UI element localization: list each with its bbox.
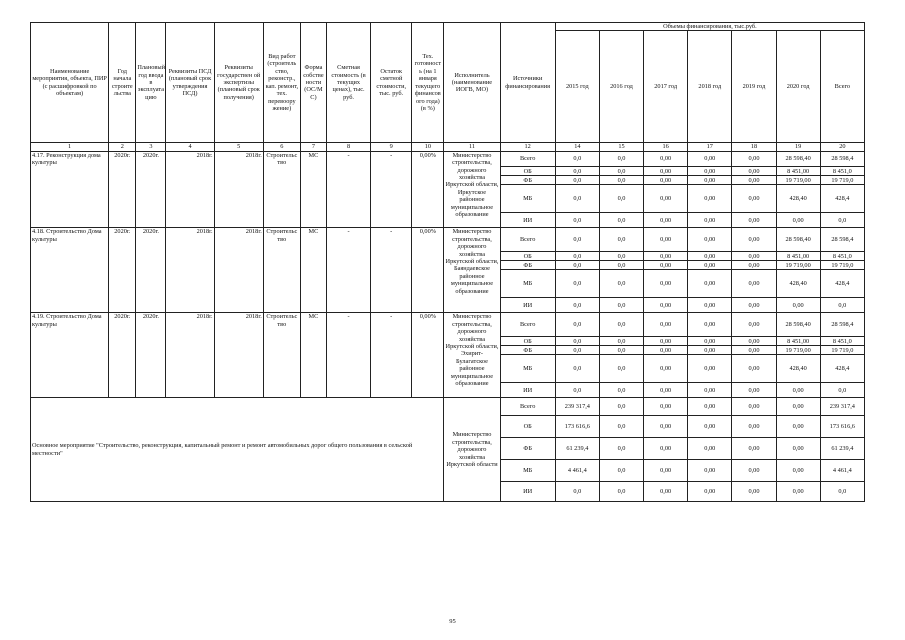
object-readiness: 0,00% — [412, 313, 444, 398]
header-year-2020: 2020 год — [776, 31, 820, 143]
object-name: 4.19. Строительство Дома культуры — [31, 313, 109, 398]
value-cell: 0,00 — [688, 252, 732, 261]
header-work-type: Вид работ (строитель ство, реконстр., кап. ремонт, тех. перевоору жение) — [263, 23, 300, 143]
value-cell: 0,00 — [688, 383, 732, 398]
value-cell: 61 239,4 — [820, 438, 864, 460]
value-cell: 0,00 — [732, 383, 776, 398]
col-num: 11 — [444, 143, 500, 151]
value-cell: 8 451,0 — [820, 337, 864, 346]
value-cell: 0,0 — [820, 482, 864, 502]
col-num: 8 — [326, 143, 370, 151]
value-cell: 0,0 — [599, 228, 643, 252]
col-num: 6 — [263, 143, 300, 151]
value-cell: 0,0 — [599, 261, 643, 270]
source-label: ОБ — [500, 337, 555, 346]
value-cell: 61 239,4 — [555, 438, 599, 460]
value-cell: 0,0 — [555, 383, 599, 398]
col-num: 12 — [500, 143, 555, 151]
value-cell: 0,0 — [820, 213, 864, 228]
summary-name: Основное мероприятие "Строительство, реконструкция, капитальный ремонт и ремонт автомобильных дорог общего пользования в сельской местности" — [31, 398, 444, 502]
object-expertise: 2018г. — [214, 151, 263, 228]
object-block-4-19 — [31, 313, 865, 398]
value-cell: 0,0 — [555, 252, 599, 261]
value-cell: 0,00 — [732, 346, 776, 355]
header-source: Источники финансирования — [500, 23, 555, 143]
value-cell: 0,00 — [688, 337, 732, 346]
object-expertise: 2018г. — [214, 228, 263, 313]
header-year-2016: 2016 год — [599, 31, 643, 143]
object-psd: 2018г. — [166, 313, 214, 398]
value-cell: 0,00 — [732, 313, 776, 337]
object-executor: Министерство строительства, дорожного хозяйства Иркутской области, Эхирит-Булагатское районное муниципальное образование — [444, 313, 500, 398]
object-ownership: МС — [300, 313, 326, 398]
value-cell: 0,0 — [555, 482, 599, 502]
value-cell: 0,00 — [644, 416, 688, 438]
value-cell: 0,00 — [688, 228, 732, 252]
value-cell: 28 598,40 — [776, 228, 820, 252]
header-psd: Реквизиты ПСД (плановый срок утверждения ПСД) — [166, 23, 214, 143]
value-cell: 0,00 — [688, 167, 732, 176]
value-cell: 0,00 — [644, 261, 688, 270]
col-num: 16 — [644, 143, 688, 151]
object-start-year: 2020г. — [109, 228, 136, 313]
value-cell: 28 598,4 — [820, 228, 864, 252]
value-cell: 239 317,4 — [820, 398, 864, 416]
value-cell: 0,00 — [688, 261, 732, 270]
col-num: 17 — [688, 143, 732, 151]
value-cell: 0,00 — [688, 151, 732, 167]
funding-table — [30, 22, 865, 502]
header-ownership: Форма собстве ности (ОС/М С) — [300, 23, 326, 143]
source-label: Всего — [500, 398, 555, 416]
value-cell: 0,00 — [688, 482, 732, 502]
value-cell: 239 317,4 — [555, 398, 599, 416]
value-cell: 0,00 — [688, 398, 732, 416]
source-label: Всего — [500, 313, 555, 337]
value-cell: 0,00 — [732, 176, 776, 185]
object-executor: Министерство строительства, дорожного хозяйства Иркутской области, Баяндаевское районное муниципальное образование — [444, 228, 500, 313]
value-cell: 0,00 — [688, 416, 732, 438]
value-cell: 0,0 — [555, 176, 599, 185]
value-cell: 19 719,00 — [776, 176, 820, 185]
value-cell: 28 598,4 — [820, 313, 864, 337]
source-label: ИИ — [500, 213, 555, 228]
value-cell: 0,00 — [732, 438, 776, 460]
header-funding-group: Объемы финансирования, тыс.руб. — [555, 23, 864, 31]
value-cell: 173 616,6 — [820, 416, 864, 438]
value-cell: 0,00 — [644, 213, 688, 228]
value-cell: 0,00 — [644, 270, 688, 298]
value-cell: 0,00 — [644, 355, 688, 383]
value-cell: 4 461,4 — [555, 460, 599, 482]
value-cell: 0,0 — [820, 298, 864, 313]
col-num: 2 — [109, 143, 136, 151]
value-cell: 0,0 — [599, 460, 643, 482]
source-label: ОБ — [500, 167, 555, 176]
value-cell: 28 598,40 — [776, 313, 820, 337]
object-expertise: 2018г. — [214, 313, 263, 398]
value-cell: 0,00 — [776, 438, 820, 460]
source-label: МБ — [500, 460, 555, 482]
header-estimated-cost: Сметная стоимость (в текущих ценах), тыс. руб. — [326, 23, 370, 143]
header-name: Наименование мероприятия, объекта, ПИР (с расшифровкой по объектам) — [31, 23, 109, 143]
table-row — [31, 228, 865, 252]
source-label: ФБ — [500, 176, 555, 185]
value-cell: 0,00 — [644, 346, 688, 355]
value-cell: 0,00 — [732, 355, 776, 383]
col-num: 7 — [300, 143, 326, 151]
object-block-4-18 — [31, 228, 865, 313]
value-cell: 0,00 — [688, 270, 732, 298]
object-executor: Министерство строительства, дорожного хозяйства Иркутской области, Иркутское районное муниципальное образование — [444, 151, 500, 228]
object-remaining: - — [371, 228, 412, 313]
value-cell: 0,00 — [776, 398, 820, 416]
value-cell: 0,00 — [644, 252, 688, 261]
value-cell: 428,40 — [776, 270, 820, 298]
value-cell: 8 451,0 — [820, 167, 864, 176]
object-ownership: МС — [300, 151, 326, 228]
object-start-year: 2020г. — [109, 313, 136, 398]
summary-block — [31, 398, 865, 502]
value-cell: 0,00 — [644, 167, 688, 176]
value-cell: 0,00 — [688, 176, 732, 185]
value-cell: 8 451,0 — [820, 252, 864, 261]
value-cell: 0,0 — [555, 337, 599, 346]
value-cell: 428,4 — [820, 355, 864, 383]
object-name: 4.17. Реконструкция дома культуры — [31, 151, 109, 228]
value-cell: 0,0 — [599, 482, 643, 502]
object-psd: 2018г. — [166, 151, 214, 228]
col-num: 4 — [166, 143, 214, 151]
value-cell: 428,40 — [776, 185, 820, 213]
value-cell: 0,00 — [688, 313, 732, 337]
value-cell: 0,00 — [732, 185, 776, 213]
col-num: 15 — [599, 143, 643, 151]
value-cell: 0,00 — [732, 167, 776, 176]
value-cell: 0,0 — [599, 346, 643, 355]
object-commission-year: 2020г. — [136, 228, 166, 313]
value-cell: 0,0 — [555, 355, 599, 383]
value-cell: 4 461,4 — [820, 460, 864, 482]
object-remaining: - — [371, 151, 412, 228]
column-number-row — [31, 143, 865, 151]
value-cell: 0,0 — [555, 346, 599, 355]
value-cell: 0,0 — [599, 337, 643, 346]
value-cell: 19 719,00 — [776, 261, 820, 270]
value-cell: 428,40 — [776, 355, 820, 383]
source-label: МБ — [500, 185, 555, 213]
value-cell: 0,00 — [732, 298, 776, 313]
value-cell: 0,0 — [555, 298, 599, 313]
col-num: 5 — [214, 143, 263, 151]
value-cell: 0,0 — [555, 270, 599, 298]
value-cell: 0,00 — [644, 460, 688, 482]
object-ownership: МС — [300, 228, 326, 313]
value-cell: 0,00 — [776, 460, 820, 482]
value-cell: 0,00 — [644, 176, 688, 185]
value-cell: 19 719,0 — [820, 261, 864, 270]
value-cell: 428,4 — [820, 270, 864, 298]
value-cell: 0,00 — [688, 460, 732, 482]
source-label: ИИ — [500, 383, 555, 398]
value-cell: 0,0 — [599, 298, 643, 313]
value-cell: 0,00 — [688, 346, 732, 355]
value-cell: 0,00 — [776, 213, 820, 228]
object-cost: - — [326, 313, 370, 398]
value-cell: 0,00 — [732, 337, 776, 346]
value-cell: 0,0 — [599, 252, 643, 261]
source-label: Всего — [500, 228, 555, 252]
object-work-type: Строительс тво — [263, 151, 300, 228]
value-cell: 0,00 — [644, 151, 688, 167]
col-num: 19 — [776, 143, 820, 151]
value-cell: 0,00 — [732, 261, 776, 270]
object-commission-year: 2020г. — [136, 151, 166, 228]
col-num: 20 — [820, 143, 864, 151]
header-readiness: Тех. готовност ь (на 1 января текущего финансов ого года) (в %) — [412, 23, 444, 143]
value-cell: 0,00 — [644, 438, 688, 460]
value-cell: 0,0 — [555, 151, 599, 167]
source-label: ИИ — [500, 298, 555, 313]
table-row — [31, 151, 865, 167]
value-cell: 0,00 — [688, 185, 732, 213]
table-row — [31, 313, 865, 337]
value-cell: 19 719,0 — [820, 176, 864, 185]
value-cell: 0,0 — [555, 213, 599, 228]
header-year-2015: 2015 год — [555, 31, 599, 143]
value-cell: 0,00 — [732, 398, 776, 416]
header-remaining-cost: Остаток сметной стоимости, тыс. руб. — [371, 23, 412, 143]
header-total: Всего — [820, 31, 864, 143]
value-cell: 173 616,6 — [555, 416, 599, 438]
value-cell: 0,0 — [555, 185, 599, 213]
value-cell: 0,0 — [555, 313, 599, 337]
object-readiness: 0,00% — [412, 228, 444, 313]
value-cell: 0,0 — [599, 185, 643, 213]
source-label: ОБ — [500, 416, 555, 438]
value-cell: 0,00 — [644, 313, 688, 337]
source-label: МБ — [500, 270, 555, 298]
value-cell: 0,0 — [599, 270, 643, 298]
value-cell: 0,00 — [732, 460, 776, 482]
object-psd: 2018г. — [166, 228, 214, 313]
value-cell: 0,0 — [555, 228, 599, 252]
value-cell: 0,0 — [599, 151, 643, 167]
object-name: 4.18. Строительство Дома культуры — [31, 228, 109, 313]
header-year-2018: 2018 год — [688, 31, 732, 143]
header-executor: Исполнитель (наименование ИОГВ, МО) — [444, 23, 500, 143]
object-readiness: 0,00% — [412, 151, 444, 228]
col-num: 1 — [31, 143, 109, 151]
value-cell: 0,00 — [732, 416, 776, 438]
object-commission-year: 2020г. — [136, 313, 166, 398]
value-cell: 0,0 — [599, 383, 643, 398]
object-block-4-17 — [31, 151, 865, 228]
source-label: ИИ — [500, 482, 555, 502]
value-cell: 8 451,00 — [776, 167, 820, 176]
value-cell: 0,0 — [599, 416, 643, 438]
value-cell: 19 719,00 — [776, 346, 820, 355]
value-cell: 0,0 — [599, 213, 643, 228]
value-cell: 28 598,40 — [776, 151, 820, 167]
page-number: 95 — [449, 618, 456, 625]
source-label: ФБ — [500, 346, 555, 355]
header-year-2019: 2019 год — [732, 31, 776, 143]
source-label: ФБ — [500, 438, 555, 460]
object-cost: - — [326, 151, 370, 228]
value-cell: 0,00 — [776, 383, 820, 398]
value-cell: 0,00 — [688, 213, 732, 228]
value-cell: 0,00 — [732, 252, 776, 261]
value-cell: 0,00 — [732, 482, 776, 502]
value-cell: 0,0 — [555, 167, 599, 176]
source-label: ОБ — [500, 252, 555, 261]
value-cell: 0,0 — [599, 313, 643, 337]
col-num: 18 — [732, 143, 776, 151]
object-start-year: 2020г. — [109, 151, 136, 228]
value-cell: 0,00 — [644, 337, 688, 346]
col-num: 10 — [412, 143, 444, 151]
value-cell: 19 719,0 — [820, 346, 864, 355]
object-cost: - — [326, 228, 370, 313]
header-expertise: Реквизиты государствен ой экспертизы (плановый срок получения) — [214, 23, 263, 143]
value-cell: 0,0 — [599, 355, 643, 383]
value-cell: 0,00 — [688, 355, 732, 383]
value-cell: 0,0 — [820, 383, 864, 398]
value-cell: 0,0 — [599, 167, 643, 176]
col-num: 3 — [136, 143, 166, 151]
value-cell: 0,0 — [599, 398, 643, 416]
value-cell: 0,00 — [644, 383, 688, 398]
header-year-2017: 2017 год — [644, 31, 688, 143]
value-cell: 0,00 — [732, 228, 776, 252]
value-cell: 428,4 — [820, 185, 864, 213]
summary-executor: Министерство строительства, дорожного хозяйства Иркутской области — [444, 398, 500, 502]
value-cell: 0,00 — [732, 270, 776, 298]
source-label: МБ — [500, 355, 555, 383]
value-cell: 0,0 — [599, 176, 643, 185]
value-cell: 0,00 — [688, 298, 732, 313]
table-row — [31, 398, 865, 416]
value-cell: 0,0 — [555, 261, 599, 270]
value-cell: 0,00 — [644, 298, 688, 313]
value-cell: 0,0 — [599, 438, 643, 460]
value-cell: 8 451,00 — [776, 252, 820, 261]
value-cell: 8 451,00 — [776, 337, 820, 346]
value-cell: 0,00 — [688, 438, 732, 460]
col-num: 14 — [555, 143, 599, 151]
object-remaining: - — [371, 313, 412, 398]
value-cell: 0,00 — [776, 416, 820, 438]
object-work-type: Строительс тво — [263, 228, 300, 313]
source-label: ФБ — [500, 261, 555, 270]
value-cell: 0,00 — [776, 482, 820, 502]
value-cell: 0,00 — [732, 213, 776, 228]
source-label: Всего — [500, 151, 555, 167]
value-cell: 0,00 — [644, 398, 688, 416]
object-work-type: Строительс тво — [263, 313, 300, 398]
value-cell: 0,00 — [644, 185, 688, 213]
value-cell: 0,00 — [776, 298, 820, 313]
header-start-year: Год начала строите льства — [109, 23, 136, 143]
value-cell: 0,00 — [732, 151, 776, 167]
value-cell: 0,00 — [644, 228, 688, 252]
col-num: 9 — [371, 143, 412, 151]
header-commission-year: Плановый год ввода в эксплуата цию — [136, 23, 166, 143]
value-cell: 28 598,4 — [820, 151, 864, 167]
value-cell: 0,00 — [644, 482, 688, 502]
